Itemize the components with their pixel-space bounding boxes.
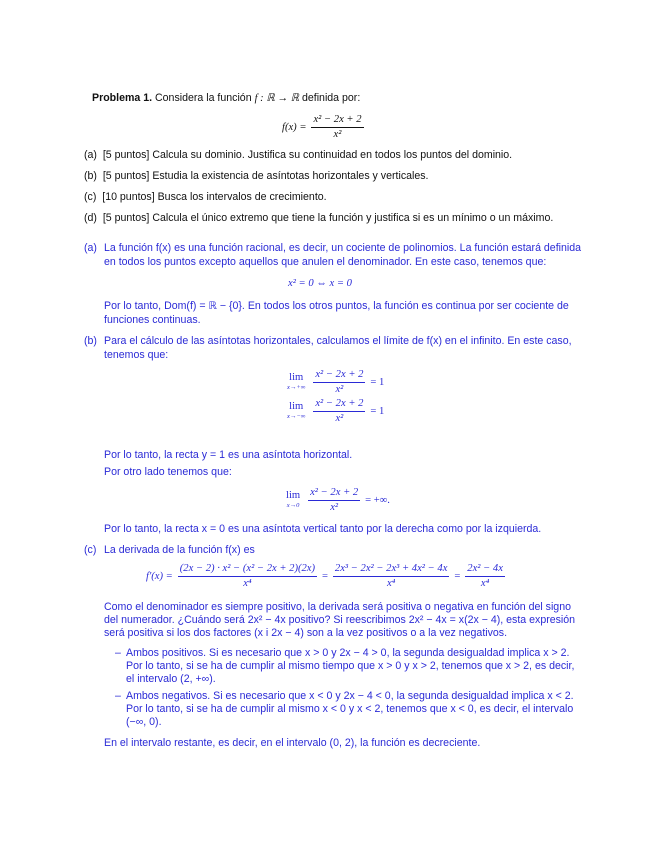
limit-operator: lim x→+∞ <box>287 372 306 391</box>
part-b <box>84 170 429 182</box>
bullet-1-line3: el intervalo (2, +∞). <box>126 673 216 685</box>
derivative-fraction-1: $\frac{\text{(2x − 2) · x² − (x² − 2x + 2)(2x)}}{\text{x⁴}}$ <box>179 563 316 589</box>
solution-a-line2: en todos los puntos excepto aquellos que anulen el denominador. En este caso, tenemos que: <box>104 256 547 268</box>
derivative-equation <box>146 563 507 589</box>
limit-zero <box>286 487 390 513</box>
limit-fraction: $\frac{\text{x² − 2x + 2}}{\text{x²}}$ <box>310 487 359 513</box>
limit-operator: lim x→0 <box>286 490 301 509</box>
problem-label: Problema 1. <box>92 92 153 104</box>
bullet-2-line3: (−∞, 0). <box>126 716 162 728</box>
solution-a-line3: Por lo tanto, Dom(f) = ℝ − {0}. En todos los otros puntos, la función es continua por ser cociente de <box>104 300 569 312</box>
part-label: (a) <box>84 149 97 161</box>
limit-minus-infinity <box>287 398 384 424</box>
part-c <box>84 191 327 203</box>
equals-sign: = <box>454 570 461 582</box>
equals-sign: = <box>321 570 328 582</box>
bullet-1-line2: Por lo tanto, si se ha de cumplir al mismo tiempo que x > 0 y x > 2, tenemos que x > 2, es decir, <box>126 660 575 672</box>
part-text: [5 puntos] Calcula su dominio. Justifica su continuidad en todos los puntos del dominio. <box>102 149 513 161</box>
function-denominator: x² <box>333 128 342 140</box>
limit-result: = +∞. <box>365 494 390 506</box>
bullet-dash-icon: – <box>115 647 121 659</box>
solution-c-last: En el intervalo restante, es decir, en el intervalo (0, 2), la función es decreciente. <box>104 737 481 749</box>
solution-a-line1: La función f(x) es una función racional, es decir, un cociente de polinomios. La función estará definida <box>104 242 582 254</box>
function-lhs: f(x) = <box>282 121 307 133</box>
problem-intro-tail: definida por: <box>301 92 361 104</box>
limit-result: = 1 <box>370 376 385 388</box>
solution-b-line2: tenemos que: <box>104 349 169 361</box>
limit-fraction: $\frac{\text{x² − 2x + 2}}{\text{x²}}$ <box>315 369 364 395</box>
part-label: (d) <box>84 212 97 224</box>
limit-result: = 1 <box>370 405 385 417</box>
derivative-fraction-2: $\frac{\text{2x³ − 2x² − 2x³ + 4x² − 4x}}{\text{x⁴}}$ <box>334 563 448 589</box>
part-text: [5 puntos] Estudia la existencia de asíntotas horizontales y verticales. <box>102 170 429 182</box>
solution-a-equation: x² = 0 ⇔ x = 0 <box>288 278 352 289</box>
derivative-lhs: f′(x) = <box>146 570 173 582</box>
part-a <box>84 149 512 161</box>
limit-fraction: $\frac{\text{x² − 2x + 2}}{\text{x²}}$ <box>315 398 364 424</box>
part-label: (c) <box>84 191 97 203</box>
limit-operator: lim x→−∞ <box>287 401 306 420</box>
solution-b-line1: Para el cálculo de las asíntotas horizontales, calculamos el límite de f(x) en el infinito. En este caso, <box>104 335 572 347</box>
problem-intro-math: f : ℝ → ℝ <box>254 93 300 104</box>
solution-b-line5: Por lo tanto, la recta x = 0 es una asíntota vertical tanto por la derecha como por la izquierda. <box>104 523 542 535</box>
solution-c-p3: será positiva si los dos factores (x i 2x − 4) son a la vez positivos o a la vez negativos. <box>104 627 508 639</box>
solution-b-line4: Por otro lado tenemos que: <box>104 466 232 478</box>
part-label: (b) <box>84 170 97 182</box>
problem-intro: Considera la función <box>155 92 252 104</box>
limit-plus-infinity <box>287 369 384 395</box>
function-numerator: x² − 2x + 2 <box>311 114 363 128</box>
part-d <box>84 212 553 224</box>
solution-c-p2: del numerador. ¿Cuándo será 2x² − 4x positivo? Si reescribimos 2x² − 4x = x(2x − 4), esta expresión <box>104 614 576 626</box>
problem-statement <box>92 92 360 104</box>
solution-b-label: (b) <box>84 335 97 347</box>
part-text: [10 puntos] Busca los intervalos de crecimiento. <box>102 191 327 203</box>
part-text: [5 puntos] Calcula el único extremo que tiene la función y justifica si es un mínimo o un máximo. <box>102 212 554 224</box>
bullet-1-line1: Ambos positivos. Si es necesario que x > 0 y 2x − 4 > 0, la segunda desigualdad implica x > 2. <box>126 647 570 659</box>
bullet-dash-icon: – <box>115 690 121 702</box>
solution-c-p1: Como el denominador es siempre positivo, la derivada será positiva o negativa en función del signo <box>104 601 571 613</box>
derivative-fraction-3: $\frac{\text{2x² − 4x}}{\text{x⁴}}$ <box>467 563 503 589</box>
solution-a-label: (a) <box>84 242 97 254</box>
bullet-2-line2: Por lo tanto, si se ha de cumplir al mismo x < 0 y x < 2, tenemos que x < 0, es decir, el intervalo <box>126 703 574 715</box>
solution-c-line1: La derivada de la función f(x) es <box>104 544 255 556</box>
solution-a-line4: funciones continuas. <box>104 314 201 326</box>
bullet-2-line1: Ambos negativos. Si es necesario que x < 0 y 2x − 4 < 0, la segunda desigualdad implica x < 2. <box>126 690 574 702</box>
solution-b-line3: Por lo tanto, la recta y = 1 es una asíntota horizontal. <box>104 449 353 461</box>
function-fraction <box>311 114 363 140</box>
function-definition <box>282 114 366 140</box>
solution-c-label: (c) <box>84 544 97 556</box>
